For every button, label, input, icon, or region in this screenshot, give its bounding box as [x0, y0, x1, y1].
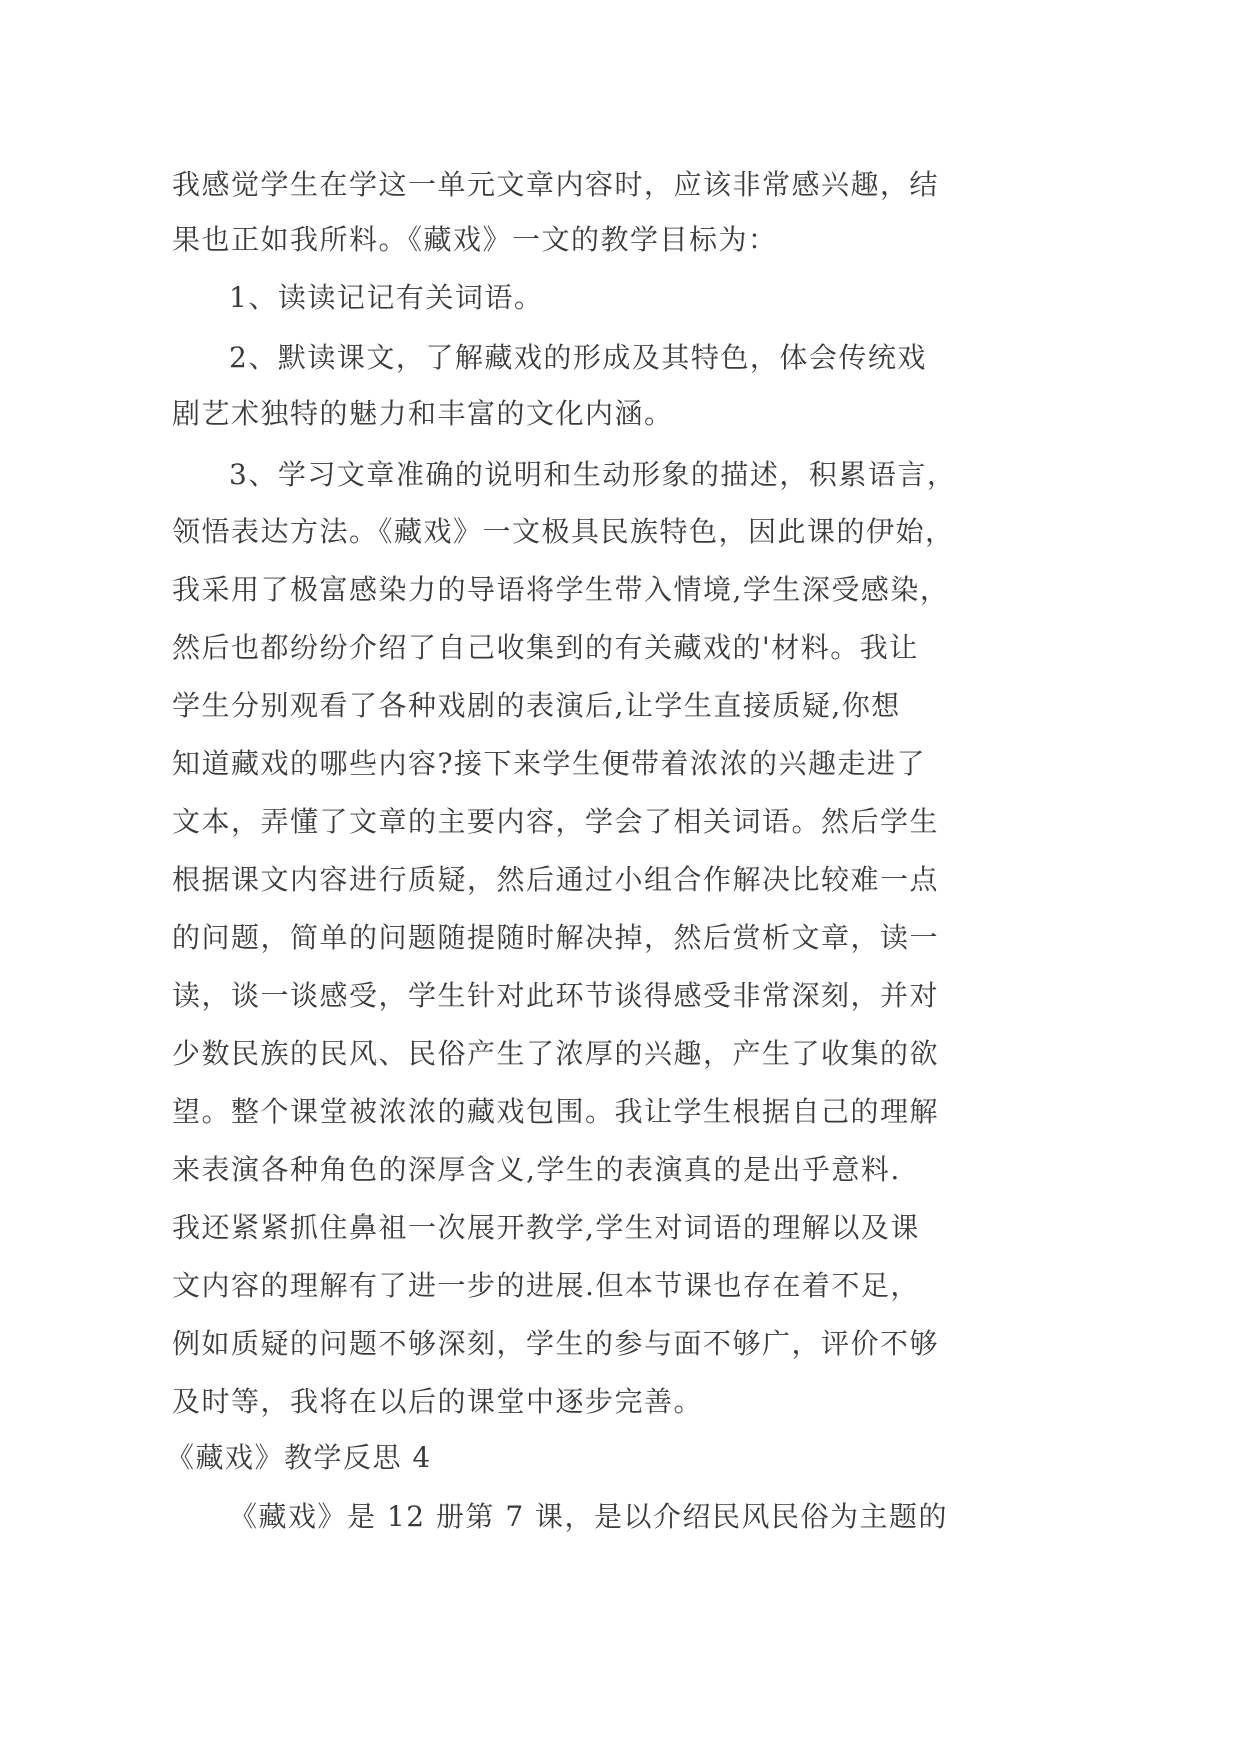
paragraph-4-line-16: 例如质疑的问题不够深刻，学生的参与面不够广，评价不够	[172, 1327, 940, 1360]
paragraph-2-line-1: 1、读读记记有关词语。	[229, 281, 544, 314]
paragraph-4-line-4: 然后也都纷纷介绍了自己收集到的有关藏戏的'材料。我让	[172, 631, 919, 664]
paragraph-4-line-6: 知道藏戏的哪些内容?接下来学生便带着浓浓的兴趣走进了	[172, 747, 927, 780]
paragraph-4-line-1: 3、学习文章准确的说明和生动形象的描述，积累语言，	[229, 458, 957, 491]
paragraph-4-line-5: 学生分别观看了各种戏剧的表演后,让学生直接质疑,你想	[172, 689, 901, 722]
paragraph-1-line-1: 我感觉学生在学这一单元文章内容时，应该非常感兴趣，结	[172, 168, 940, 201]
paragraph-4-line-9: 的问题，简单的问题随提随时解决掉，然后赏析文章，读一	[172, 921, 940, 954]
paragraph-4-line-12: 望。整个课堂被浓浓的藏戏包围。我让学生根据自己的理解	[172, 1095, 940, 1128]
paragraph-1-line-2: 果也正如我所料。《藏戏》一文的教学目标为：	[172, 223, 778, 256]
paragraph-3-line-2: 剧艺术独特的魅力和丰富的文化内涵。	[172, 397, 674, 430]
paragraph-3-line-1: 2、默读课文，了解藏戏的形成及其特色，体会传统戏	[229, 341, 927, 374]
paragraph-4-line-17: 及时等，我将在以后的课堂中逐步完善。	[172, 1385, 704, 1418]
next-paragraph-line-1: 《藏戏》是 12 册第 7 课，是以介绍民风民俗为主题的	[229, 1500, 949, 1533]
paragraph-4-line-11: 少数民族的民风、民俗产生了浓厚的兴趣，产生了收集的欲	[172, 1037, 940, 1070]
paragraph-4-line-8: 根据课文内容进行质疑，然后通过小组合作解决比较难一点	[172, 863, 940, 896]
paragraph-4-line-13: 来表演各种角色的深厚含义,学生的表演真的是出乎意料.	[172, 1153, 901, 1186]
paragraph-4-line-15: 文内容的理解有了进一步的进展.但本节课也存在着不足，	[172, 1269, 920, 1302]
paragraph-4-line-10: 读，谈一谈感受，学生针对此环节谈得感受非常深刻，并对	[172, 979, 940, 1012]
paragraph-4-line-14: 我还紧紧抓住鼻祖一次展开教学,学生对词语的理解以及课	[172, 1211, 920, 1244]
paragraph-4-line-7: 文本，弄懂了文章的主要内容，学会了相关词语。然后学生	[172, 805, 940, 838]
paragraph-4-line-3: 我采用了极富感染力的导语将学生带入情境,学生深受感染，	[172, 573, 950, 606]
paragraph-4-line-2: 领悟表达方法。《藏戏》一文极具民族特色，因此课的伊始，	[172, 515, 955, 548]
section-heading: 《藏戏》教学反思 4	[166, 1441, 432, 1474]
